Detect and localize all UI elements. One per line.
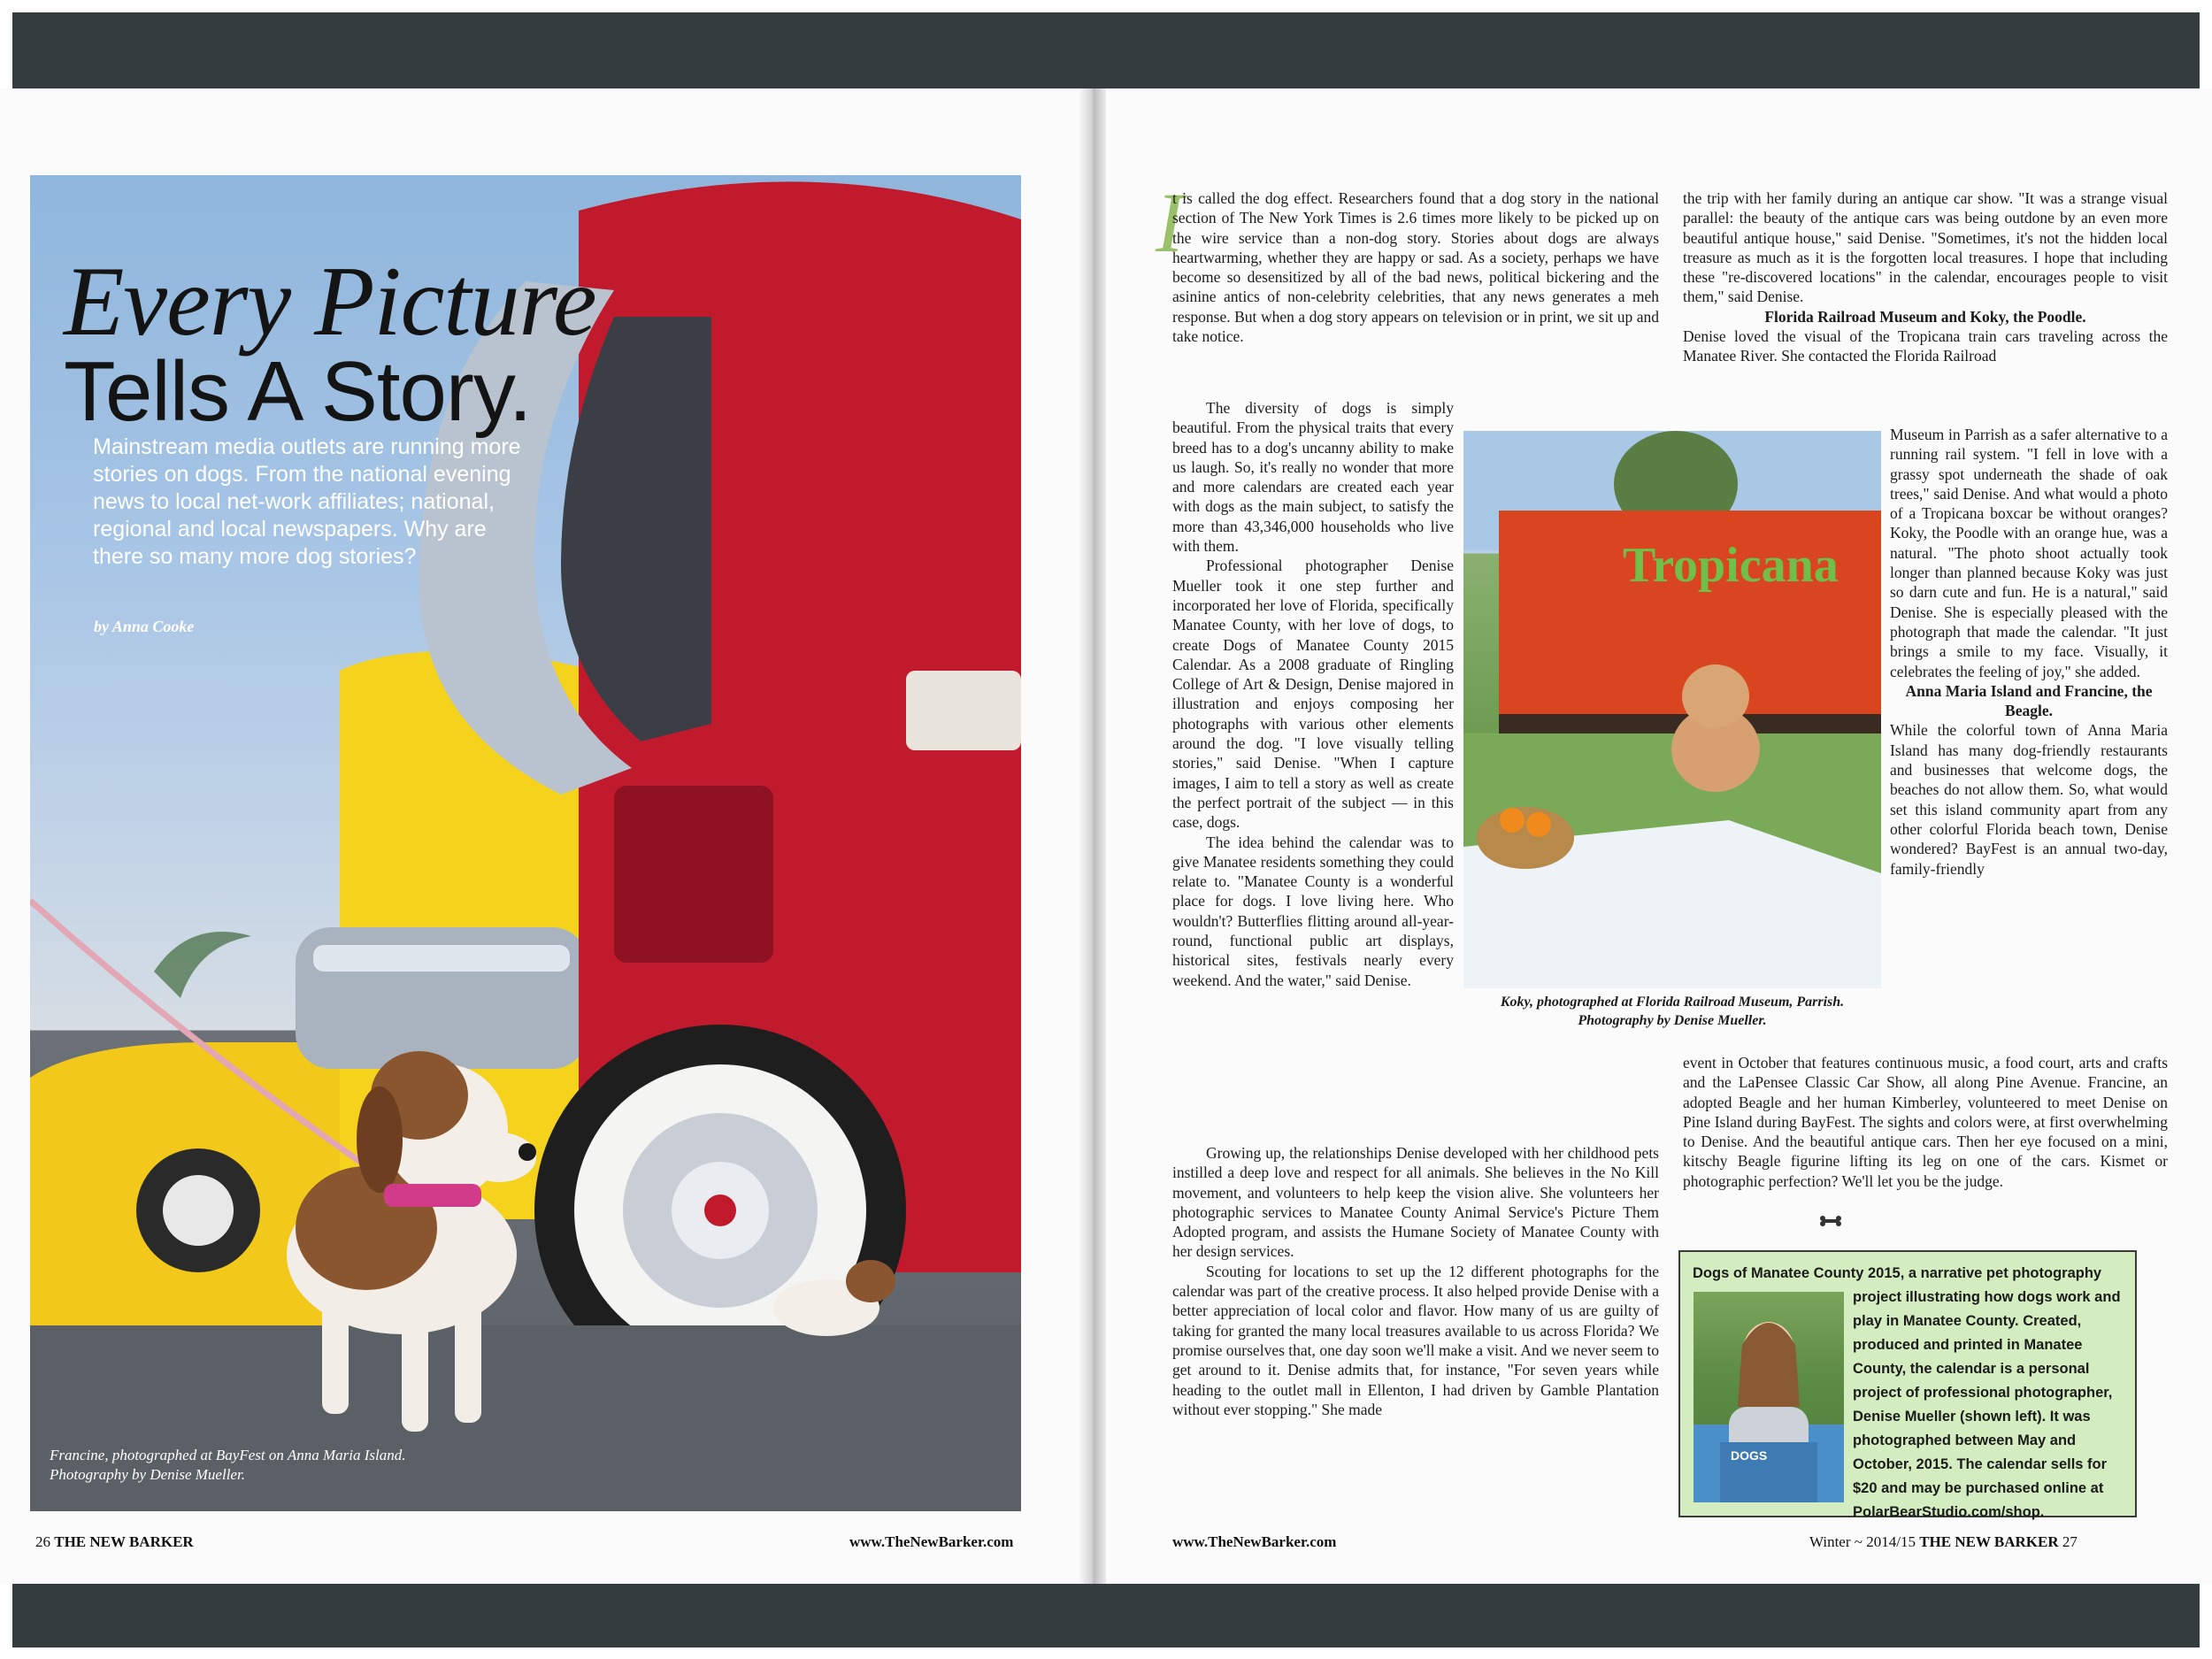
beagle-caption-line-1: Francine, photographed at BayFest on Anna Maria Island.: [50, 1447, 406, 1463]
boxcar-logo-text: Tropicana: [1623, 538, 1839, 593]
railroad-paragraph-side: Museum in Parrish as a safer alternative to a running rail system. "I fell in love with a grassy spot underneath the shade of oak trees," said Denise. And what would a photo of a Tropicana boxcar be without oranges? Koky, the Poodle with an orange hue, was a natural. "The photo shoot actually took longer than planned because Koky was just so darn cute and fun. He is a natural," said Denise. She is especially pleased with the photograph that made the calendar. "It just brings a smile to my face. Visually, it celebrates the feeling of joy," she added.: [1890, 426, 2168, 680]
spread-gutter: [1079, 88, 1106, 1584]
right-folio-url: [1172, 1533, 1336, 1551]
subhead-railroad: Florida Railroad Museum and Koky, the Poodle.: [1764, 307, 2086, 326]
denise-mueller-photo: [1694, 1292, 1844, 1502]
paragraph-1: t is called the dog effect. Researchers found that a dog story in the national section of The New York Times is 2.6 times more likely to be picked up on the wire service than a non-dog story. Stories about dogs are always heartwarming, whether they are happy or sad. As a society, perhaps we have become so desensitized by all of the bad news, political bickering and the asinine antics of non-celebrity celebrities, that any news generates a meh response. But when a dog story appears on television or in print, we sit up and take notice.: [1172, 189, 1659, 346]
koky-boxcar-illustration: [1463, 431, 1881, 988]
paragraph-5: Growing up, the relationships Denise developed with her childhood pets instilled a deep love and respect for all animals. She believes in the No Kill movement, and volunteers to help keep the vision alive. She volunteers her photographic services to Manatee County Animal Service's Picture Them Adopted program, and assists the Humane Society of Manatee County with her design services.: [1172, 1144, 1659, 1261]
calendar-cover-label: DOGS: [1731, 1448, 1768, 1463]
railroad-paragraph-top: Denise loved the visual of the Tropicana train cars traveling across the Manatee River. She contacted the Florida Railroad: [1683, 327, 2168, 365]
paragraph-4: The idea behind the calendar was to give Manatee residents something they could relate to. "Manatee County is a wonderful place for dogs. I love living here. Who wouldn't? Butterflies flitting around all-year-round, functional public art displays, historical sites, festivals nearly every weekend. And the water," said Denise.: [1172, 833, 1454, 989]
right-folio-magazine: THE NEW BARKER: [1919, 1533, 2059, 1550]
sidebar-text-side: project illustrating how dogs work and play in Manatee County. Created, produced and printed in Manatee County, the calendar is a personal project of professional photographer, Denise Mueller (shown left). It was photographed between May and October, 2015. The calendar sells for $20 and may be purchased online at PolarBearStudio.com/shop.: [1853, 1289, 2121, 1520]
column-1-top: [1172, 188, 1659, 346]
paragraph-3: Professional photographer Denise Mueller took it one step further and incorporated her love of Florida, specifically Manatee County, with her love of dogs, to create Dogs of Manatee County 2015 Calendar. As a 2008 graduate of Ringling College of Art & Design, Denise majored in illustration and enjoys composing her photographs with various other elements around the dog. "I love visually telling stories," said Denise. "When I capture images, I aim to tell a story as well as create the perfect portrait of the subject — in this case, dogs.: [1172, 557, 1454, 832]
column-1-narrow: [1172, 398, 1454, 990]
koky-boxcar-photo: [1463, 431, 1881, 988]
drop-cap: I: [1156, 175, 1184, 270]
koky-photo-caption: [1451, 993, 1893, 1030]
bottom-frame-bar: [12, 1584, 2200, 1647]
left-folio: [35, 1533, 194, 1551]
column-1-bottom: [1172, 1143, 1659, 1419]
beagle-paragraph-full: event in October that features continuous music, a food court, arts and crafts and the LaPensee Classic Car Show, all along Pine Avenue. Francine, an adopted Beagle and her human Kimberley, volunteered to meet Denise on Pine Island during BayFest. The sights and colors were, at first overwhelming to Denise. And the beautiful antique cars. Then her eye focused on a mini, kitschy Beagle figurine lifting its leg on one of the cars. Kismet or photographic perfection? We'll let you be the judge.: [1683, 1054, 2168, 1190]
left-folio-url: [849, 1533, 1013, 1551]
left-page-number: 26: [35, 1533, 50, 1550]
right-folio: [1809, 1533, 2078, 1551]
left-folio-url-text: www.TheNewBarker.com: [849, 1533, 1014, 1550]
beagle-paragraph-side: While the colorful town of Anna Maria Island has many dog-friendly restaurants and businesses that welcome dogs, the beaches do not allow them. So, what would set this island community apart from any other colorful Florida beach town, Denise wondered? BayFest is an annual two-day, family-friendly: [1890, 721, 2168, 878]
right-folio-issue: Winter ~ 2014/15: [1809, 1533, 1916, 1550]
beagle-photo-caption: [50, 1446, 580, 1485]
koky-caption-line-2: Photography by Denise Mueller.: [1578, 1013, 1767, 1028]
column-2-intro: the trip with her family during an antique car show. "It was a strange visual parallel: the beauty of the antique cars was being outdone by an even more beautiful antique house," said Denise. "Sometimes, it's not the hidden local treasure as much as it is the forgotten local treasures. I hope that including these "re-discovered locations" in the calendar, encourages people to visit them," said Denise.: [1683, 189, 2168, 306]
headline-line-1: Every Picture: [64, 247, 596, 357]
column-2-side: [1890, 425, 2168, 879]
beagle-caption-line-2: Photography by Denise Mueller.: [50, 1466, 245, 1483]
column-2-bottom: [1683, 1053, 2168, 1191]
right-page-number: 27: [2062, 1533, 2078, 1550]
column-2-top: [1683, 188, 2168, 366]
headline-line-2: Tells A Story.: [64, 344, 532, 439]
top-frame-bar: [12, 12, 2200, 88]
right-folio-url-text: www.TheNewBarker.com: [1172, 1533, 1337, 1550]
bone-end-icon: [1818, 1215, 1843, 1227]
paragraph-2-body: The diversity of dogs is simply beautiful. From the physical traits that every breed has to a dog's uncanny ability to make us laugh. So, it's really no wonder that more and more calendars are created each year with dogs as the main subject, to satisfy the more than 43,346,000 households who live with them.: [1172, 399, 1454, 556]
koky-caption-line-1: Koky, photographed at Florida Railroad Museum, Parrish.: [1500, 995, 1845, 1010]
article-dek: Mainstream media outlets are running more stories on dogs. From the national evening news to local net-work affiliates; national, regional and local newspapers. Why are there so many more dog stories?: [93, 434, 521, 569]
paragraph-6: Scouting for locations to set up the 12 different photographs for the calendar was part of the creative process. It also helped provide Denise with a better appreciation of local color and flavor. How many of us are guilty of taking for granted the many local treasures available to us across Florida? We promise ourselves that, one day soon we'll make a visit. And we never seem to get around to it. Denise admits that, for instance, "For seven years while heading to the outlet mall in Ellenton, I had driven by Gamble Plantation without ever stopping." She made: [1172, 1262, 1659, 1418]
article-byline: by Anna Cooke: [94, 618, 195, 635]
left-folio-magazine: THE NEW BARKER: [54, 1533, 194, 1550]
denise-photo-illustration: [1694, 1292, 1844, 1502]
sidebar-text-top: Dogs of Manatee County 2015, a narrative pet photography: [1693, 1265, 2102, 1281]
subhead-beagle: Anna Maria Island and Francine, the Beagle.: [1905, 681, 2153, 720]
